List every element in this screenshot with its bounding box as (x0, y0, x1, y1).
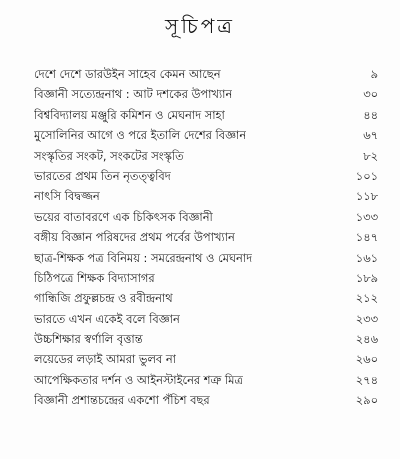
toc-entry-page-number: ২৪৬ (355, 332, 378, 347)
table-of-contents (34, 64, 380, 411)
toc-entry (34, 166, 380, 186)
toc-entry-title: নাৎসি বিদ্বজ্জন (34, 189, 100, 204)
toc-entry-page-number: ২৩৩ (355, 311, 378, 326)
toc-entry-page-number: ৯ (370, 67, 378, 81)
toc-entry-title: ছাত্র-শিক্ষক পত্র বিনিময় : সমরেন্দ্রনাথ ও মেঘনাদ (34, 250, 253, 265)
toc-entry (34, 390, 380, 410)
toc-entry-page-number: ২৬০ (355, 352, 378, 367)
toc-entry-title: সংস্কৃতির সংকট, সংকটের সংস্কৃতি (34, 148, 184, 163)
toc-entry (34, 349, 380, 369)
toc-entry-title: বঙ্গীয় বিজ্ঞান পরিষদের প্রথম পর্বের উপাখ্যান (34, 230, 235, 245)
toc-entry-page-number: ২৭৪ (355, 372, 378, 387)
toc-entry-title: বিজ্ঞানী প্রশান্তচন্দ্রের একশো পঁচিশ বছর (34, 393, 210, 408)
page-title: সূচিপত্র (165, 14, 235, 38)
toc-entry (34, 207, 380, 227)
toc-entry-page-number: ২৯০ (355, 393, 378, 408)
toc-entry-page-number: ৩০ (363, 87, 378, 102)
toc-entry (34, 125, 380, 145)
toc-entry-page-number: ২১২ (355, 291, 378, 306)
toc-entry-title: ভারতে এখন একেই বলে বিজ্ঞান (34, 311, 180, 326)
toc-entry-title: ভারতের প্রথম তিন নৃতত্ত্ববিদ (34, 168, 171, 183)
toc-entry (34, 370, 380, 390)
toc-entry-title: বিশ্ববিদ্যালয় মঞ্জুরি কমিশন ও মেঘনাদ সাহা (34, 107, 225, 122)
toc-entry-page-number: ১১৮ (355, 189, 378, 204)
toc-entry (34, 329, 380, 349)
toc-entry-title: মুসোলিনির আগে ও পরে ইতালি দেশের বিজ্ঞান (34, 128, 247, 143)
toc-entry (34, 288, 380, 308)
toc-entry (34, 309, 380, 329)
toc-entry (34, 146, 380, 166)
toc-entry-page-number: ১৪৭ (355, 230, 378, 245)
toc-entry (34, 268, 380, 288)
toc-entry-page-number: ১০১ (355, 168, 378, 183)
toc-entry-page-number: ৬৭ (363, 128, 378, 143)
toc-entry (34, 248, 380, 268)
toc-entry-title: আপেক্ষিকতার দর্শন ও আইনস্টাইনের শত্রু মিত্র (34, 372, 243, 387)
toc-entry (34, 64, 380, 84)
toc-entry-title: দেশে দেশে ডারউইন সাহেব কেমন আছেন (34, 67, 221, 81)
toc-entry-page-number: ৮২ (363, 148, 378, 163)
toc-entry-title: বিজ্ঞানী সত্যেন্দ্রনাথ : আট দশকের উপাখ্যান (34, 87, 233, 102)
toc-entry (34, 84, 380, 104)
toc-entry-page-number: ৪৪ (363, 107, 378, 122)
toc-entry (34, 227, 380, 247)
toc-entry-title: চিঠিপত্রে শিক্ষক বিদ্যাসাগর (34, 270, 155, 285)
toc-entry-page-number: ১৮৯ (355, 270, 378, 285)
toc-entry-title: উচ্চশিক্ষার স্বর্ণালি বৃত্তান্ত (34, 332, 143, 347)
toc-entry-title: ভয়ের বাতাবরণে এক চিকিৎসক বিজ্ঞানী (34, 209, 213, 224)
toc-entry (34, 186, 380, 206)
toc-entry-title: গান্ধিজি প্রফুল্লচন্দ্র ও রবীন্দ্রনাথ (34, 291, 173, 306)
toc-entry-title: লয়েডের লড়াই আমরা ভুলব না (34, 352, 176, 367)
toc-entry-page-number: ১৬১ (355, 250, 378, 265)
toc-entry-page-number: ১৩৩ (355, 209, 378, 224)
toc-entry (34, 105, 380, 125)
